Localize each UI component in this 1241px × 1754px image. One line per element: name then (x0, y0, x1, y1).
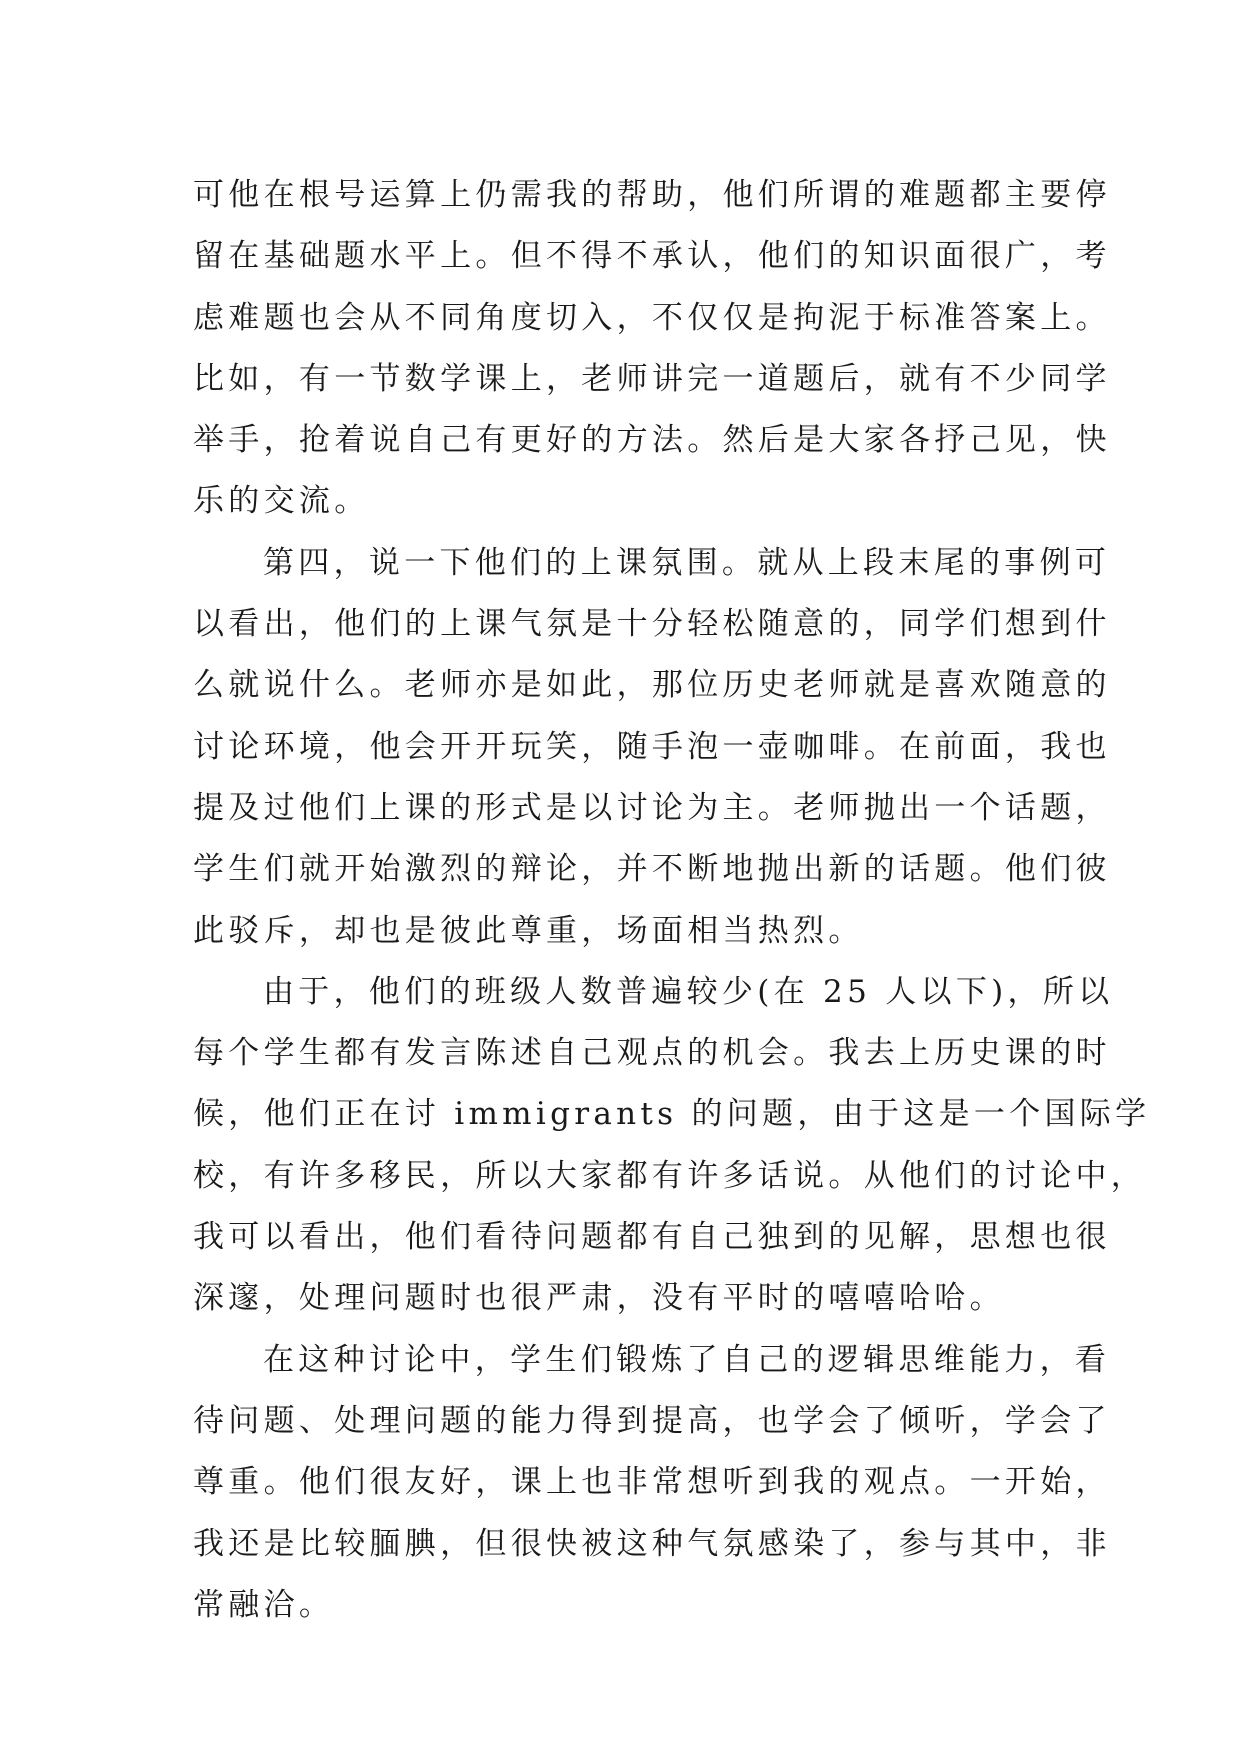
text-line: 常融洽。 (193, 1586, 335, 1623)
paragraph-first-line: 在这种讨论中，学生们锻炼了自己的逻辑思维能力，看 (263, 1341, 1111, 1378)
text-line: 此驳斥，却也是彼此尊重，场面相当热烈。 (193, 912, 864, 949)
text-line: 学生们就开始激烈的辩论，并不断地抛出新的话题。他们彼 (193, 851, 1111, 888)
paragraph-first-line: 由于，他们的班级人数普遍较少(在 25 人以下)，所以 (263, 973, 1114, 1010)
text-line: 讨论环境，他会开开玩笑，随手泡一壶咖啡。在前面，我也 (193, 728, 1111, 765)
text-line: 乐的交流。 (193, 483, 370, 520)
text-line: 深邃，处理问题时也很严肃，没有平时的嘻嘻哈哈。 (193, 1280, 1005, 1317)
text-line: 校，有许多移民，所以大家都有许多话说。从他们的讨论中， (193, 1157, 1147, 1194)
text-line: 留在基础题水平上。但不得不承认，他们的知识面很广，考 (193, 238, 1111, 275)
text-line: 虑难题也会从不同角度切入，不仅仅是拘泥于标准答案上。 (193, 299, 1111, 336)
body-text (193, 165, 1151, 1636)
paragraph-first-line: 第四，说一下他们的上课氛围。就从上段末尾的事例可 (263, 544, 1111, 581)
text-line: 待问题、处理问题的能力得到提高，也学会了倾听，学会了 (193, 1402, 1111, 1439)
text-line: 可他在根号运算上仍需我的帮助，他们所谓的难题都主要停 (193, 177, 1111, 213)
text-line: 么就说什么。老师亦是如此，那位历史老师就是喜欢随意的 (193, 667, 1111, 704)
text-line: 举手，抢着说自己有更好的方法。然后是大家各抒己见，快 (193, 422, 1111, 459)
text-line: 候，他们正在讨 immigrants 的问题，由于这是一个国际学 (193, 1096, 1151, 1133)
text-line: 比如，有一节数学课上，老师讲完一道题后，就有不少同学 (193, 360, 1111, 397)
text-line: 尊重。他们很友好，课上也非常想听到我的观点。一开始， (193, 1464, 1111, 1501)
text-line: 我还是比较腼腆，但很快被这种气氛感染了，参与其中，非 (193, 1525, 1111, 1562)
text-line: 每个学生都有发言陈述自己观点的机会。我去上历史课的时 (193, 1035, 1111, 1072)
text-line: 提及过他们上课的形式是以讨论为主。老师抛出一个话题， (193, 789, 1111, 826)
text-line: 我可以看出，他们看待问题都有自己独到的见解，思想也很 (193, 1219, 1111, 1256)
text-line: 以看出，他们的上课气氛是十分轻松随意的，同学们想到什 (193, 606, 1111, 643)
